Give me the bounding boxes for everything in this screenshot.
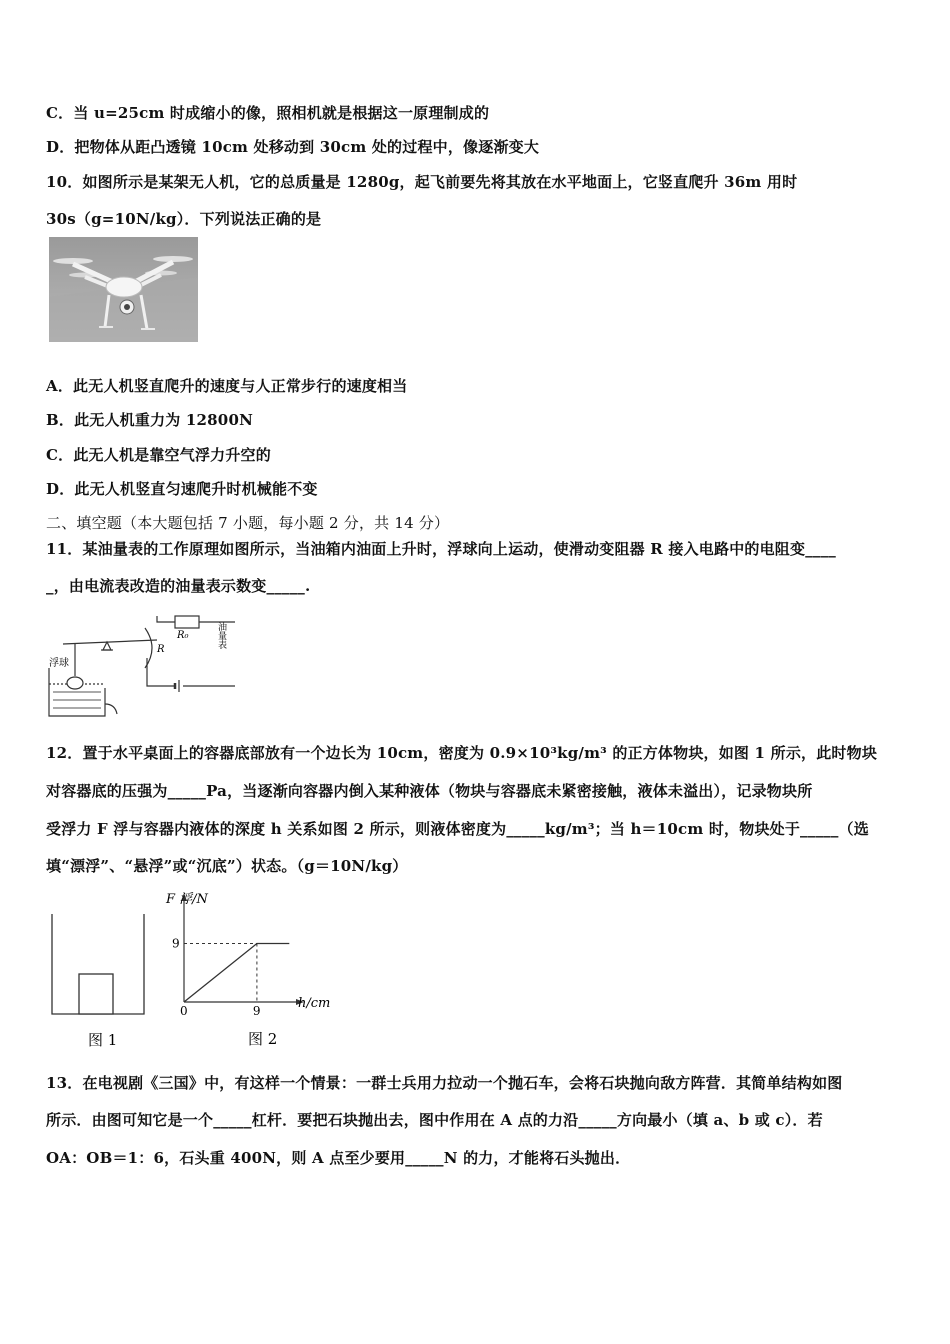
- q11-line2: _，由电流表改造的油量表示数变_____.: [46, 577, 311, 595]
- q12-line4: 填“漂浮”、“悬浮”或“沉底”）状态。（g＝10N/kg）: [46, 857, 408, 875]
- q9-option-d: D．把物体从距凸透镜 10cm 处移动到 30cm 处的过程中，像逐渐变大: [46, 138, 540, 156]
- r0-label: R₀: [177, 630, 189, 641]
- q10-option-a: A．此无人机竖直爬升的速度与人正常步行的速度相当: [46, 377, 408, 395]
- cube-block: [79, 974, 113, 1014]
- r-label: R: [157, 644, 165, 655]
- q10-option-d: D．此无人机竖直匀速爬升时机械能不变: [46, 480, 318, 498]
- q13-line3: OA：OB＝1：6，石头重 400N，则 A 点至少要用_____N 的力，才能将石头抛出．: [46, 1149, 631, 1167]
- figure-1-container: [48, 912, 154, 1052]
- section-title-fill-in: 二、填空题（本大题包括 7 小题，每小题 2 分，共 14 分）: [46, 514, 450, 532]
- y-axis-label: F 浮/N: [166, 892, 208, 907]
- float-ball: [67, 677, 83, 689]
- meter-label: 油量表: [216, 622, 226, 649]
- origin-label: 0: [180, 1004, 188, 1018]
- r0-resistor: [175, 616, 199, 628]
- drone-photo: [49, 237, 198, 342]
- q10-option-b: B．此无人机重力为 12800N: [46, 411, 253, 429]
- q12-line3: 受浮力 F 浮与容器内液体的深度 h 关系如图 2 所示，则液体密度为_____kg/m³；当 h＝10cm 时，物块处于_____（选: [46, 820, 869, 838]
- q9-option-c: C．当 u=25cm 时成缩小的像，照相机就是根据这一原理制成的: [46, 104, 490, 122]
- x-tick-label: 9: [252, 1004, 261, 1018]
- figure-2-caption: 图 2: [248, 1030, 278, 1048]
- figure-1-caption: 图 1: [88, 1031, 118, 1049]
- q13-line1: 13．在电视剧《三国》中，有这样一个情景：一群士兵用力拉动一个抛石车，会将石块抛向敌方阵营．其简单结构如图: [46, 1074, 843, 1092]
- q13-line2: 所示．由图可知它是一个_____杠杆．要把石块抛出去，图中作用在 A 点的力沿_____方向最小（填 a、b 或 c）．若: [46, 1111, 823, 1129]
- q10-option-c: C．此无人机是靠空气浮力升空的: [46, 446, 271, 464]
- oil-gauge-circuit-diagram: [45, 606, 235, 720]
- figure-2-graph: [160, 885, 340, 1052]
- float-label: 浮球: [49, 658, 69, 669]
- y-tick-label: 9: [172, 936, 180, 951]
- q12-line2: 对容器底的压强为_____Pa，当逐渐向容器内倒入某种液体（物块与容器底未紧密接触，液体未溢出），记录物块所: [46, 782, 813, 800]
- x-axis-label: h/cm: [298, 996, 331, 1011]
- q12-line1: 12．置于水平桌面上的容器底部放有一个边长为 10cm，密度为 0.9×10³kg/m³ 的正方体物块，如图 1 所示，此时物块: [46, 744, 878, 762]
- q11-line1: 11．某油量表的工作原理如图所示，当油箱内油面上升时，浮球向上运动，使滑动变阻器 R 接入电路中的电阻变____: [46, 540, 836, 558]
- q10-stem-line1: 10．如图所示是某架无人机，它的总质量是 1280g，起飞前要先将其放在水平地面上，它竖直爬升 36m 用时: [46, 173, 798, 191]
- r-slider-arc: [145, 628, 152, 668]
- q10-stem-line2: 30s（g=10N/kg）．下列说法正确的是: [46, 210, 322, 228]
- series-line-f-buoyancy: [184, 944, 289, 1003]
